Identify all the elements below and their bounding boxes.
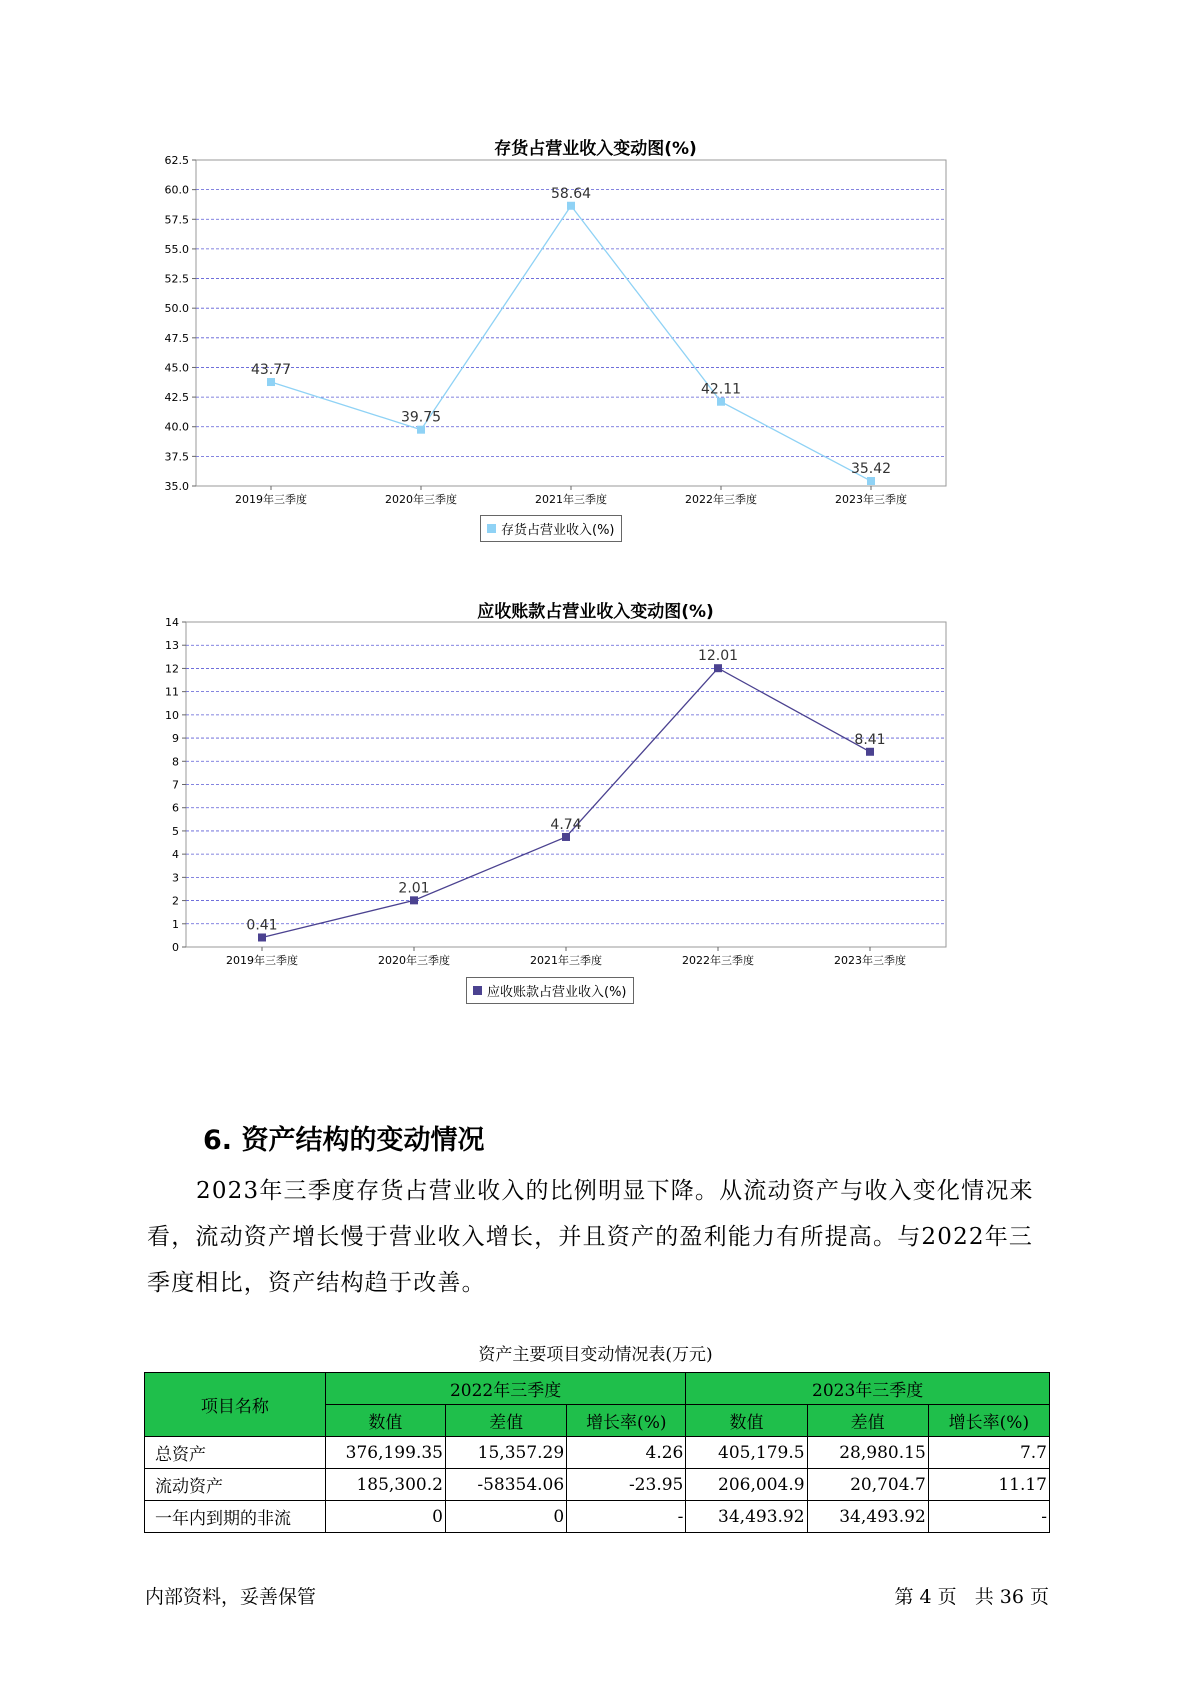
- x-tick-label: 2022年三季度: [685, 493, 757, 506]
- table-caption: 资产主要项目变动情况表(万元): [478, 1345, 713, 1365]
- y-tick-label: 62.5: [164, 154, 189, 167]
- table-cell: 34,493.92: [807, 1501, 928, 1533]
- chart2-legend-marker: [473, 986, 482, 995]
- chart1-legend: [480, 515, 622, 542]
- y-tick-label: 5: [172, 824, 179, 838]
- y-tick-label: 35.0: [164, 480, 189, 493]
- y-tick-label: 13: [165, 639, 179, 653]
- table-cell: 0: [325, 1501, 445, 1533]
- data-label: 0.41: [246, 917, 278, 934]
- footer-confidential: 内部资料，妥善保管: [145, 1586, 317, 1608]
- table-cell: 206,004.9: [686, 1469, 807, 1501]
- data-point: [567, 202, 575, 210]
- data-point: [714, 664, 722, 672]
- table-cell: -23.95: [567, 1469, 686, 1501]
- data-label: 4.74: [550, 816, 582, 833]
- y-tick-label: 11: [165, 685, 179, 699]
- table-cell: 11.17: [928, 1469, 1049, 1501]
- receivables-ratio-chart: [0, 560, 1191, 1120]
- data-label: 42.11: [700, 381, 742, 398]
- y-tick-label: 57.5: [164, 213, 189, 227]
- y-tick-label: 10: [165, 708, 179, 722]
- y-tick-label: 4: [172, 848, 179, 862]
- row-label: 总资产: [145, 1437, 326, 1469]
- table-cell: 34,493.92: [686, 1501, 807, 1533]
- y-tick-label: 0: [172, 941, 179, 954]
- data-label: 2.01: [398, 880, 430, 897]
- y-tick-label: 60.0: [164, 183, 189, 197]
- table-cell: -58354.06: [445, 1469, 566, 1501]
- table-cell: 7.7: [928, 1437, 1049, 1469]
- table-row: [145, 1501, 1050, 1533]
- section-heading: 6. 资产结构的变动情况: [203, 1125, 485, 1156]
- sub-header: 差值: [445, 1405, 566, 1437]
- x-tick-label: 2020年三季度: [385, 493, 457, 506]
- data-point: [562, 833, 570, 841]
- y-tick-label: 6: [172, 801, 179, 815]
- y-tick-label: 8: [172, 755, 179, 769]
- data-label: 43.77: [250, 362, 292, 379]
- x-tick-label: 2021年三季度: [535, 493, 607, 506]
- data-point: [866, 748, 874, 756]
- y-tick-label: 7: [172, 778, 179, 792]
- footer-page-number: 第 4 页 共 36 页: [894, 1586, 1049, 1608]
- y-tick-label: 45.0: [164, 361, 189, 375]
- data-point: [867, 477, 875, 485]
- x-tick-label: 2019年三季度: [235, 493, 307, 506]
- data-point: [717, 398, 725, 406]
- x-tick-label: 2022年三季度: [682, 954, 754, 967]
- chart1-legend-label: 存货占营业收入(%): [501, 523, 615, 538]
- data-point: [258, 933, 266, 941]
- data-point: [410, 896, 418, 904]
- y-tick-label: 2: [172, 894, 179, 908]
- table-cell: 185,300.2: [325, 1469, 445, 1501]
- y-tick-label: 52.5: [164, 272, 189, 286]
- x-tick-label: 2023年三季度: [835, 493, 907, 506]
- chart1-title: 存货占营业收入变动图(%): [494, 139, 697, 159]
- y-tick-label: 40.0: [164, 420, 189, 434]
- table-cell: -: [567, 1501, 686, 1533]
- x-tick-label: 2019年三季度: [226, 954, 298, 967]
- table-cell: 0: [445, 1501, 566, 1533]
- x-tick-label: 2023年三季度: [834, 954, 906, 967]
- sub-header: 数值: [686, 1405, 807, 1437]
- table-cell: 28,980.15: [807, 1437, 928, 1469]
- y-tick-label: 3: [172, 871, 179, 885]
- year1-header: 2022年三季度: [325, 1373, 686, 1405]
- x-tick-label: 2021年三季度: [530, 954, 602, 967]
- x-tick-label: 2020年三季度: [378, 954, 450, 967]
- row-label: 一年内到期的非流: [145, 1501, 326, 1533]
- table-row: [145, 1437, 1050, 1469]
- sub-header: 数值: [325, 1405, 445, 1437]
- y-tick-label: 9: [172, 732, 179, 746]
- y-tick-label: 55.0: [164, 242, 189, 256]
- data-point: [267, 378, 275, 386]
- data-label: 58.64: [550, 185, 592, 202]
- asset-change-table: [144, 1372, 1050, 1533]
- chart1-legend-marker: [487, 524, 496, 533]
- inventory-ratio-chart: [0, 0, 1191, 560]
- data-label: 39.75: [400, 409, 442, 426]
- item-name-header: 项目名称: [145, 1373, 326, 1437]
- table-cell: -: [928, 1501, 1049, 1533]
- data-label: 12.01: [697, 648, 739, 665]
- data-label: 35.42: [850, 461, 892, 478]
- table-cell: 376,199.35: [325, 1437, 445, 1469]
- sub-header: 增长率(%): [567, 1405, 686, 1437]
- y-tick-label: 14: [165, 616, 179, 629]
- sub-header: 差值: [807, 1405, 928, 1437]
- table-cell: 20,704.7: [807, 1469, 928, 1501]
- row-label: 流动资产: [145, 1469, 326, 1501]
- y-tick-label: 1: [172, 917, 179, 931]
- table-cell: 4.26: [567, 1437, 686, 1469]
- chart2-legend: [466, 977, 634, 1004]
- table-cell: 15,357.29: [445, 1437, 566, 1469]
- y-tick-label: 37.5: [164, 450, 189, 464]
- y-tick-label: 47.5: [164, 331, 189, 345]
- sub-header: 增长率(%): [928, 1405, 1049, 1437]
- section-paragraph: 2023年三季度存货占营业收入的比例明显下降。从流动资产与收入变化情况来看，流动资产增长慢于营业收入增长，并且资产的盈利能力有所提高。与2022年三季度相比，资产结构趋于改善。: [147, 1178, 1034, 1296]
- data-point: [417, 426, 425, 434]
- data-label: 8.41: [854, 731, 886, 748]
- y-tick-label: 42.5: [164, 391, 189, 405]
- table-row: [145, 1469, 1050, 1501]
- year2-header: 2023年三季度: [686, 1373, 1050, 1405]
- y-tick-label: 12: [165, 662, 179, 676]
- y-tick-label: 50.0: [164, 302, 189, 316]
- table-cell: 405,179.5: [686, 1437, 807, 1469]
- chart2-legend-label: 应收账款占营业收入(%): [487, 985, 627, 1000]
- chart2-title: 应收账款占营业收入变动图(%): [477, 602, 714, 622]
